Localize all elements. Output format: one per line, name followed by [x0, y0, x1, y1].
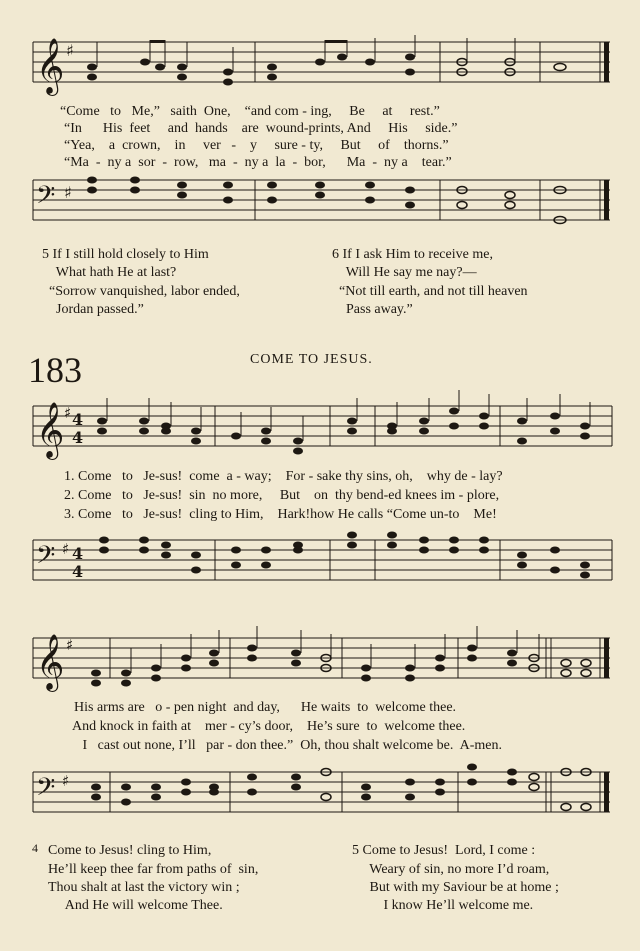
verse-line: 5 Come to Jesus! Lord, I come : [352, 843, 536, 858]
treble-staff-2 [0, 394, 640, 464]
verse-line: Weary of sin, no more I’d roam, [352, 862, 550, 877]
verse-line: Thou shalt at last the victory win ; [48, 880, 240, 895]
verse-line: Pass away.” [332, 302, 413, 317]
lyric-line: 3. Come to Je-sus! cling to Him, Hark!how He calls “Come un-to Me! [64, 507, 497, 522]
svg-text:𝄢: 𝄢 [36, 181, 56, 216]
svg-text:𝄢: 𝄢 [36, 541, 56, 576]
svg-text:𝄞: 𝄞 [36, 38, 65, 94]
verse-line: And He will welcome Thee. [48, 898, 223, 913]
verse-line: Jordan passed.” [42, 302, 144, 317]
verse-line: “Not till earth, and not till heaven [332, 284, 528, 299]
svg-text:𝄞: 𝄞 [36, 402, 65, 458]
lyric-line: And knock in faith at mer - cy’s door, He’s sure to welcome thee. [72, 719, 466, 734]
bass-staff-2 [0, 530, 640, 590]
verse-line: Come to Jesus! cling to Him, [48, 843, 212, 858]
verse-line: 5 If I still hold closely to Him [42, 247, 209, 262]
verse-line: I know He’ll welcome me. [352, 898, 534, 913]
svg-text:♯: ♯ [64, 183, 72, 202]
verse-line: What hath He at last? [42, 265, 177, 280]
svg-text:♯: ♯ [66, 636, 74, 654]
svg-text:♯: ♯ [66, 41, 74, 60]
svg-text:4: 4 [72, 562, 84, 581]
verse-line: But with my Saviour be at home ; [352, 880, 559, 895]
svg-text:♯: ♯ [62, 772, 70, 790]
svg-text:4: 4 [72, 428, 84, 447]
verse-line: Will He say me nay?— [332, 265, 477, 280]
lyric-line: His arms are o - pen night and day, He waits to welcome thee. [74, 700, 457, 715]
verse-line: He’ll keep thee far from paths of sin, [48, 862, 259, 877]
lyric-line: “Yea, a crown, in ver - y sure - ty, But of thorns.” [64, 138, 449, 153]
lyric-line: I cast out none, I’ll par - don thee.” Oh, thou shalt welcome be. A-men. [72, 738, 502, 753]
verse-line: “Sorrow vanquished, labor ended, [42, 284, 240, 299]
lyric-line: “In His feet and hands are wound-prints, And His side.” [64, 121, 458, 136]
lyric-line: “Ma - ny a sor - row, ma - ny a la - bor, Ma - ny a tear.” [64, 155, 452, 170]
svg-text:♯: ♯ [62, 540, 70, 558]
bass-staff-1 [0, 170, 640, 230]
lyric-line: 1. Come to Je-sus! come a - way; For - sake thy sins, oh, why de - lay? [64, 469, 503, 484]
svg-text:𝄢: 𝄢 [36, 773, 56, 808]
svg-text:♯: ♯ [64, 404, 72, 422]
bass-staff-3 [0, 762, 640, 822]
verse-4-number: 4 [32, 841, 38, 855]
treble-staff-3 [0, 626, 640, 696]
treble-staff-1 [0, 30, 640, 110]
hymn-title: COME TO JESUS. [250, 352, 373, 367]
lyric-line: “Come to Me,” saith One, “and com - ing, Be at rest.” [60, 104, 440, 119]
svg-text:𝄞: 𝄞 [36, 634, 65, 690]
svg-text:4: 4 [72, 544, 84, 563]
lyric-line: 2. Come to Je-sus! sin no more, But on thy bend-ed knees im - plore, [64, 488, 500, 503]
hymn-number: 183 [28, 350, 82, 390]
svg-text:4: 4 [72, 410, 84, 429]
verse-line: 6 If I ask Him to receive me, [332, 247, 493, 262]
